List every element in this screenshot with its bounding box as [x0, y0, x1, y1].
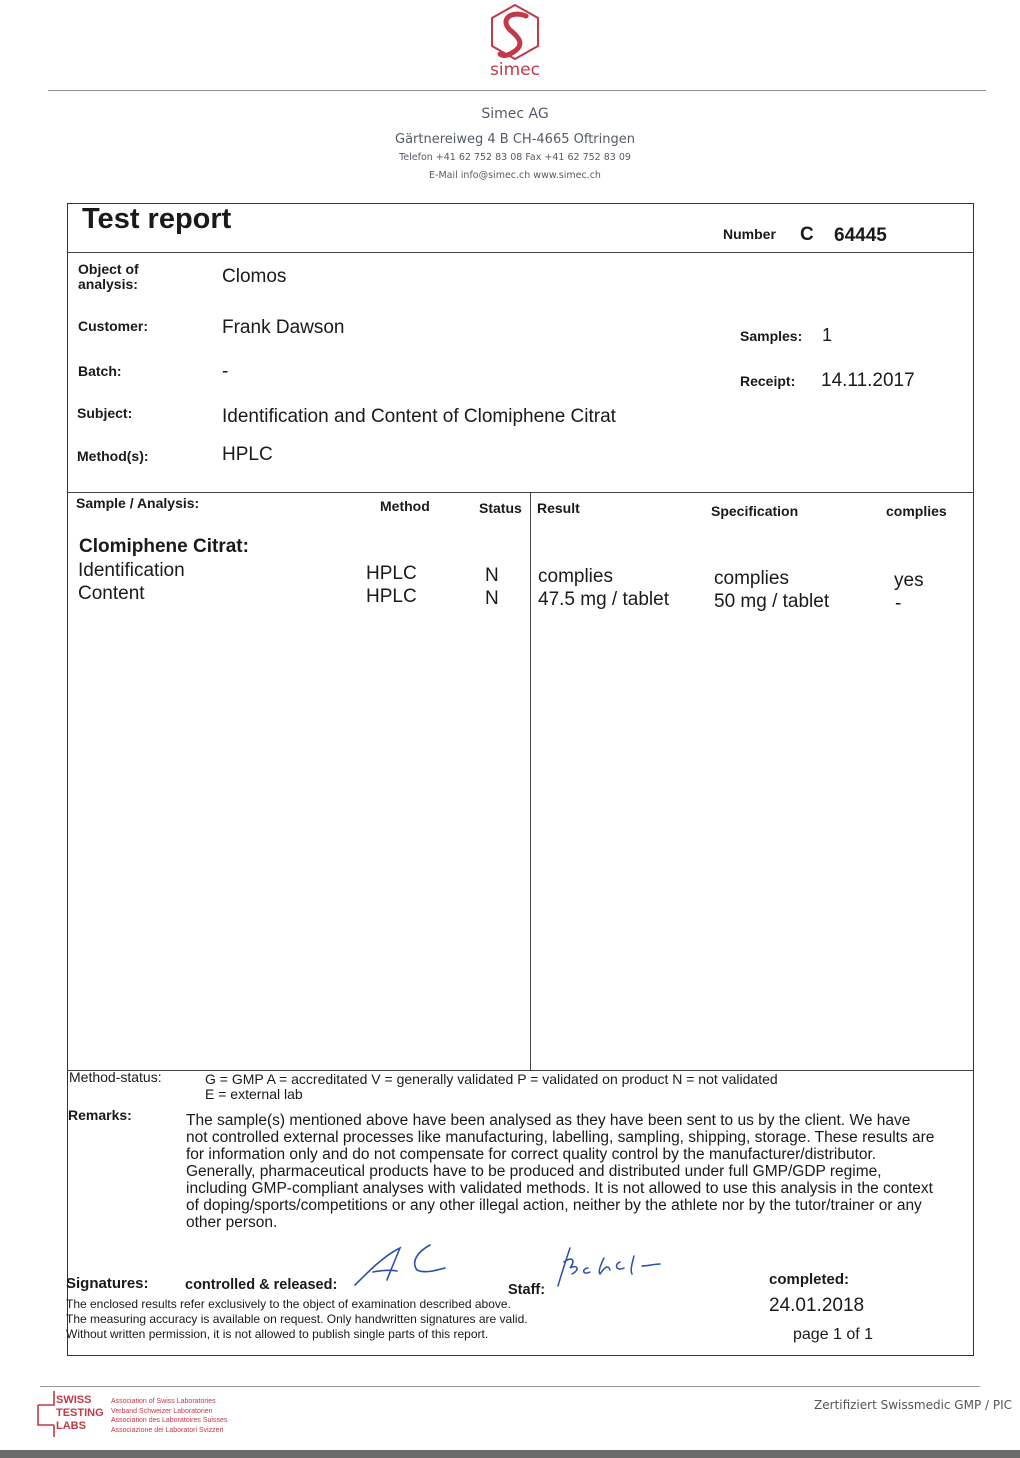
table-column-divider — [530, 493, 531, 1071]
subject-value: Identification and Content of Clomiphene Citrat — [222, 406, 616, 427]
remarks-label: Remarks: — [68, 1107, 132, 1123]
subject-label: Subject: — [77, 405, 133, 421]
footnote-line-2: The measuring accuracy is available on request. Only handwritten signatures are valid. — [66, 1312, 528, 1326]
certification-text: Zertifiziert Swissmedic GMP / PIC — [814, 1398, 1013, 1412]
row-2-result: 47.5 mg / tablet — [538, 589, 669, 610]
association-names — [111, 1397, 227, 1435]
col-header-result: Result — [537, 500, 580, 516]
signature-controlled-icon — [345, 1240, 455, 1290]
signature-staff-icon — [548, 1242, 668, 1292]
row-2-complies: - — [895, 593, 902, 614]
number-label: Number — [723, 226, 776, 242]
report-title: Test report — [82, 203, 232, 235]
col-header-method: Method — [380, 498, 430, 514]
company-phone: Telefon +41 62 752 83 08 Fax +41 62 752 83 09 — [399, 152, 631, 163]
report-number: 64445 — [834, 225, 887, 246]
logo-text: simec — [490, 60, 540, 80]
title-divider — [67, 252, 974, 253]
footnote-line-3: Without written permission, it is not allowed to publish single parts of this report. — [66, 1327, 489, 1341]
scan-bottom-band — [0, 1450, 1020, 1458]
staff-label: Staff: — [508, 1282, 546, 1298]
customer-value: Frank Dawson — [222, 317, 345, 338]
row-2-status: N — [485, 588, 499, 609]
assoc-line-2: Verband Schweizer Laboratorien — [111, 1407, 213, 1415]
batch-label: Batch: — [78, 363, 122, 379]
col-header-complies: complies — [886, 503, 947, 519]
controlled-released-label: controlled & released: — [185, 1277, 338, 1293]
methods-label: Method(s): — [77, 448, 149, 464]
stl-line-3: LABS — [56, 1420, 86, 1432]
customer-label: Customer: — [78, 318, 149, 334]
row-2-method: HPLC — [366, 586, 417, 607]
method-status-external: E = external lab — [205, 1086, 303, 1102]
method-status-legend: G = GMP A = accreditated V = generally validated P = validated on product N = not validated — [205, 1071, 778, 1087]
object-value: Clomos — [222, 266, 287, 287]
page-number: page 1 of 1 — [793, 1326, 874, 1343]
methods-value: HPLC — [222, 444, 273, 465]
stl-logo-text — [56, 1394, 104, 1433]
assoc-line-1: Association of Swiss Laboratories — [111, 1398, 216, 1405]
method-status-label: Method-status: — [69, 1069, 162, 1085]
assoc-line-4: Associazione dei Laboratori Svizzeri — [111, 1426, 224, 1434]
row-1-analysis: Identification — [78, 560, 185, 581]
assoc-line-3: Association des Laboratoires Suisses — [111, 1417, 228, 1424]
header-divider — [48, 90, 986, 91]
samples-label: Samples: — [740, 328, 803, 344]
object-label: Object of analysis: — [78, 261, 139, 292]
completed-label: completed: — [769, 1271, 850, 1288]
row-2-specification: 50 mg / tablet — [714, 591, 830, 612]
group-title: Clomiphene Citrat: — [79, 536, 249, 557]
footer-divider — [40, 1386, 980, 1387]
stl-line-1: SWISS — [56, 1394, 92, 1406]
row-1-result: complies — [538, 566, 613, 587]
fields-divider — [67, 492, 974, 493]
row-2-analysis: Content — [78, 583, 145, 604]
company-email: E-Mail info@simec.ch www.simec.ch — [429, 170, 601, 181]
number-prefix: C — [800, 224, 814, 245]
signatures-label: Signatures: — [66, 1275, 149, 1292]
remarks-text: The sample(s) mentioned above have been analysed as they have been sent to us by the client. We have not controlled external processes like manufacturing, labelling, sampling, shipping, storage. These results are for information only and do not compensate for correct quality control by the manufacturer/distributor. Generally, pharmaceutical products have to be produced and distributed under full GMP/GDP regime, including GMP-compliant analyses with validated methods. It is not allowed to use this analysis in the context of doping/sports/competitions or any other illegal action, neither by the athlete nor by the tutor/trainer or any other person. — [186, 1112, 935, 1231]
row-1-complies: yes — [894, 570, 924, 591]
footnote — [66, 1297, 626, 1342]
col-header-sample: Sample / Analysis: — [76, 495, 200, 511]
row-1-method: HPLC — [366, 563, 417, 584]
batch-value: - — [222, 361, 229, 382]
row-1-status: N — [485, 565, 499, 586]
stl-line-2: TESTING — [56, 1407, 104, 1419]
row-1-specification: complies — [714, 568, 789, 589]
company-address: Gärtnereiweg 4 B CH-4665 Oftringen — [395, 132, 635, 147]
receipt-label: Receipt: — [740, 373, 796, 389]
col-header-status: Status — [479, 500, 522, 516]
footnote-line-1: The enclosed results refer exclusively to the object of examination described above. — [66, 1297, 511, 1311]
samples-value: 1 — [822, 325, 833, 345]
company-name: Simec AG — [481, 106, 549, 122]
receipt-value: 14.11.2017 — [821, 370, 915, 391]
completed-date: 24.01.2018 — [769, 1295, 865, 1316]
col-header-specification: Specification — [711, 503, 799, 519]
